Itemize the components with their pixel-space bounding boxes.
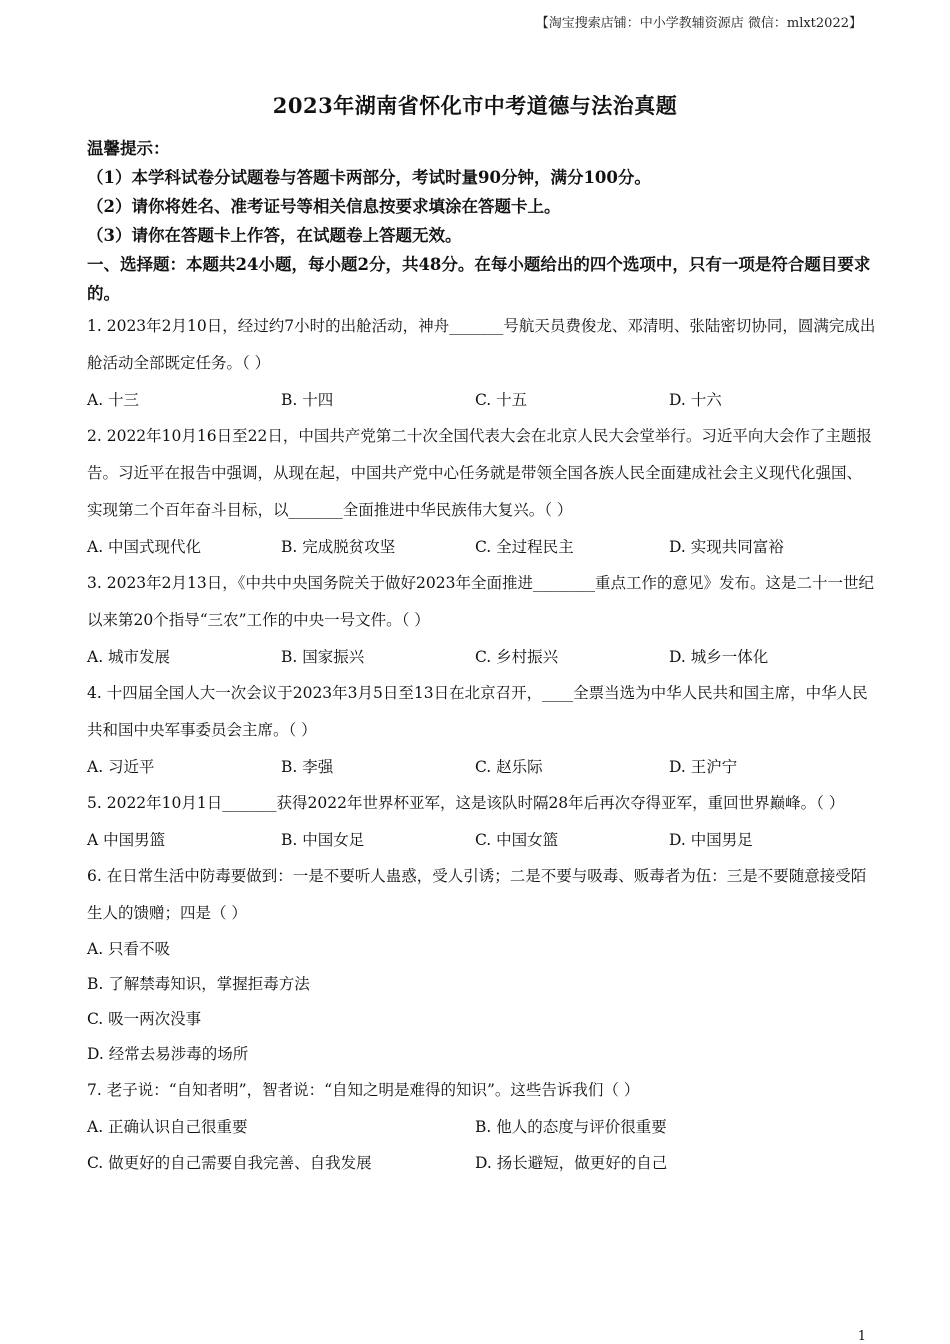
option: A. 十三 [87,391,140,409]
question-stem: 2. 2022年10月16日至22日，中国共产党第二十次全国代表大会在北京人民大会堂举行。习近平向大会作了主题报告。习近平在报告中强调，从现在起，中国共产党中心任务就是带领全国各族人民全面建成社会主义现代化强国、实现第二个百年奋斗目标，以_______全面推进中华民族伟大复兴。（ ） [87,427,872,519]
option: C. 全过程民主 [475,538,574,556]
question-options [87,1109,877,1145]
question-stem: 6. 在日常生活中防毒要做到：一是不要听人蛊惑，受人引诱；二是不要与吸毒、贩毒者为伍：三是不要随意接受陌生人的馈赠；四是（ ） [87,867,867,922]
option: B. 完成脱贫攻坚 [281,538,396,556]
option: D. 经常去易涉毒的场所 [87,1045,249,1063]
option: A. 城市发展 [87,648,171,666]
question-stem: 1. 2023年2月10日，经过约7小时的出舱活动，神舟_______号航天员费俊龙、邓清明、张陆密切协同，圆满完成出舱活动全部既定任务。（ ） [87,317,876,372]
option: B. 了解禁毒知识，掌握拒毒方法 [87,975,310,993]
section-heading: 一、选择题：本题共24小题，每小题2分，共48分。在每小题给出的四个选项中，只有一项是符合题目要求的。 [87,255,871,303]
option: A. 中国式现代化 [87,538,202,556]
option: C. 做更好的自己需要自我完善、自我发展 [87,1154,372,1172]
option: B. 十四 [281,391,334,409]
option: D. 城乡一体化 [669,648,769,666]
option: A 中国男篮 [87,831,166,849]
option: D. 十六 [669,391,722,409]
question-stem: 3. 2023年2月13日，《中共中央国务院关于做好2023年全面推进________重点工作的意见》发布。这是二十一世纪以来第20个指导“三农”工作的中央一号文件。（ ） [87,574,874,629]
header-note: 【淘宝搜索店铺：中小学教辅资源店 微信：mlxt2022】 [535,16,862,31]
option: C. 中国女篮 [475,831,559,849]
question-stem: 5. 2022年10月1日_______获得2022年世界杯亚军，这是该队时隔28年后再次夺得亚军，重回世界巅峰。（ ） [87,794,845,812]
question-options [87,822,877,858]
tip-item: （3）请你在答题卡上作答，在试题卷上答题无效。 [87,226,462,245]
page-title: 2023年湖南省怀化市中考道德与法治真题 [272,93,678,118]
option: C. 乡村振兴 [475,648,559,666]
option: B. 他人的态度与评价很重要 [475,1118,667,1136]
option: C. 十五 [475,391,528,409]
option: B. 国家振兴 [281,648,365,666]
option: C. 赵乐际 [475,758,543,776]
document-body [87,134,877,1181]
question-options [87,382,877,418]
tip-item: （1）本学科试卷分试题卷与答题卡两部分，考试时量90分钟，满分100分。 [87,168,651,187]
option: C. 吸一两次没事 [87,1010,202,1028]
option: D. 王沪宁 [669,758,738,776]
question-stem: 7. 老子说：“自知者明”，智者说：“自知之明是难得的知识”。这些告诉我们（ ） [87,1081,640,1099]
option: A. 正确认识自己很重要 [87,1118,248,1136]
option: D. 实现共同富裕 [669,538,784,556]
option: B. 李强 [281,758,334,776]
question-options [87,749,877,785]
option: A. 习近平 [87,758,155,776]
question-options [87,639,877,675]
option: D. 扬长避短，做更好的自己 [475,1154,668,1172]
tip-item: （2）请你将姓名、准考证号等相关信息按要求填涂在答题卡上。 [87,197,561,216]
question-options [87,529,877,565]
question-stem: 4. 十四届全国人大一次会议于2023年3月5日至13日在北京召开，____全票当选为中华人民共和国主席，中华人民共和国中央军事委员会主席。（ ） [87,684,868,739]
page-number: 1 [857,1329,866,1344]
question-options [87,1145,877,1181]
tips-heading: 温馨提示： [87,139,170,158]
option: B. 中国女足 [281,831,365,849]
option: A. 只看不吸 [87,940,171,958]
option: D. 中国男足 [669,831,753,849]
